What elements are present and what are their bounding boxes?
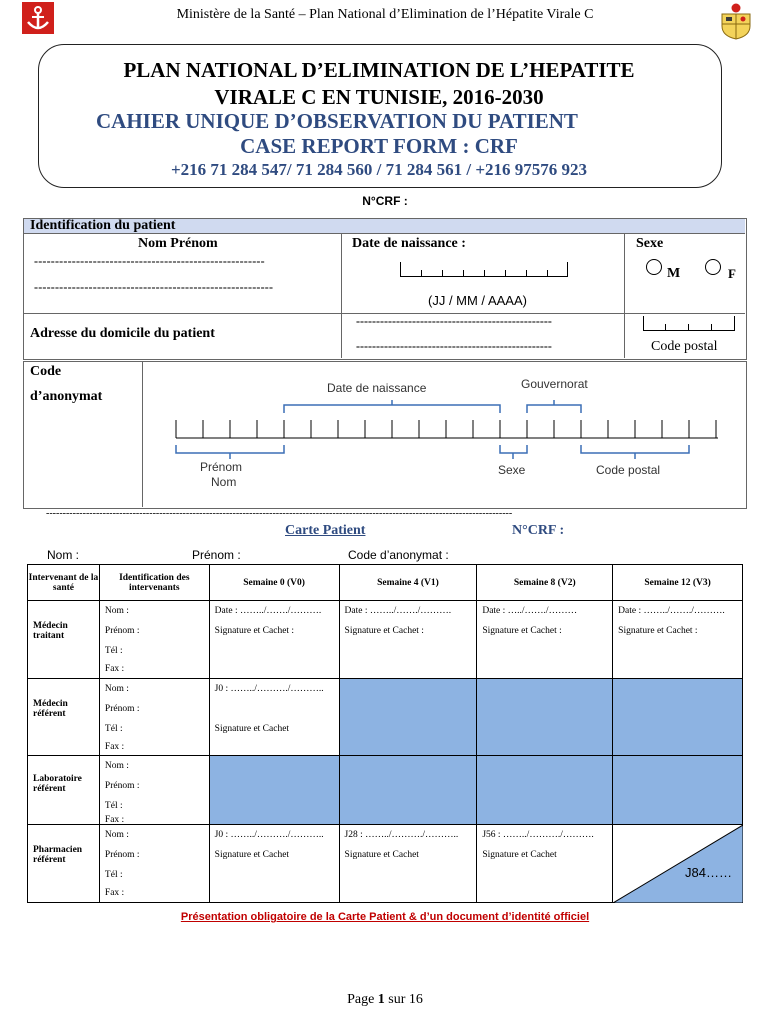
id-fax: Fax : <box>104 815 125 825</box>
anonymat-nom: Nom <box>211 475 237 489</box>
sexe-label: Sexe <box>636 236 664 251</box>
title-line-3: CAHIER UNIQUE D’OBSERVATION DU PATIENT <box>96 109 578 133</box>
code-postal-label: Code postal <box>651 339 718 354</box>
v1-signature: Signature et Cachet : <box>344 626 424 636</box>
shaded-cell <box>477 679 613 756</box>
v2-signature: Signature et Cachet : <box>482 626 562 636</box>
col-header-semaine-4: Semaine 4 (V1) <box>339 565 477 601</box>
identification-header: Identification du patient <box>30 218 176 233</box>
table-row-pharmacien <box>28 825 743 903</box>
anonymat-divider <box>142 362 143 507</box>
table-row-medecin-traitant <box>28 601 743 679</box>
nom-prenom-label: Nom Prénom <box>138 236 218 251</box>
v2-date: Date : …../……./……… <box>482 606 578 616</box>
id-fax: Fax : <box>104 664 125 674</box>
v0-j0: J0 : ……../………./……….. <box>214 684 324 694</box>
title-line-1: PLAN NATIONAL D’ELIMINATION DE L’HEPATITE <box>123 58 635 82</box>
nom-prenom-line-2: --------------------------------------------------------- <box>34 280 274 294</box>
v1-signature: Signature et Cachet <box>344 850 419 860</box>
row-label-laboratoire: Laboratoire référent <box>33 774 82 794</box>
v1-j28: J28 : ……../………./……….. <box>344 830 459 840</box>
col-header-identification: Identification des intervenants <box>99 565 209 601</box>
id-nom: Nom : <box>104 606 129 616</box>
id-nom: Nom : <box>104 761 129 771</box>
v0-j0: J0 : ……../………./……….. <box>214 830 324 840</box>
col-header-semaine-12: Semaine 12 (V3) <box>613 565 743 601</box>
table-row-medecin-referent <box>28 679 743 756</box>
shaded-cell <box>209 756 339 825</box>
date-naissance-boxes[interactable] <box>400 262 568 277</box>
nom-prenom-line-1: ------------------------------------------------------- <box>34 254 265 268</box>
v3-signature: Signature et Cachet : <box>618 626 698 636</box>
id-prenom: Prénom : <box>104 781 140 791</box>
col-header-semaine-8: Semaine 8 (V2) <box>477 565 613 601</box>
id-nom: Nom : <box>104 830 129 840</box>
anonymat-gouvernorat: Gouvernorat <box>521 377 588 391</box>
col-header-intervenant: Intervenant de la santé <box>28 565 100 601</box>
id-nom: Nom : <box>104 684 129 694</box>
anonymat-label-1: Code <box>30 364 62 379</box>
title-line-2: VIRALE C EN TUNISIE, 2016-2030 <box>214 85 544 109</box>
shaded-cell <box>477 756 613 825</box>
carte-code-anonymat: Code d’anonymat : <box>348 548 449 562</box>
id-tel: Tél : <box>104 870 123 880</box>
adresse-line-1: ------------------------------------------------- <box>356 314 552 328</box>
v0-signature: Signature et Cachet <box>214 724 290 734</box>
row-label-medecin-traitant: Médecin traitant <box>33 621 68 641</box>
page-footer <box>0 992 770 1008</box>
carte-crf-label: N°CRF : <box>512 523 565 538</box>
anonymat-sexe: Sexe <box>498 463 526 477</box>
v0-date: Date : ……../……./………. <box>214 606 322 616</box>
adresse-label: Adresse du domicile du patient <box>30 326 215 341</box>
id-tel: Tél : <box>104 646 123 656</box>
anonymat-date-naissance: Date de naissance <box>327 381 427 395</box>
title-phones: +216 71 284 547/ 71 284 560 / 71 284 561 / +216 97576 923 <box>170 160 588 179</box>
carte-patient-table <box>27 564 743 903</box>
carte-patient-title: Carte Patient <box>285 523 366 538</box>
anonymat-prenom: Prénom <box>200 460 243 474</box>
sexe-m-label: M <box>667 266 681 281</box>
coat-of-arms-logo <box>718 2 754 40</box>
carte-prenom: Prénom : <box>192 548 241 562</box>
sexe-f-radio[interactable] <box>705 259 721 275</box>
page-suffix: sur 16 <box>388 992 423 1007</box>
code-postal-boxes[interactable] <box>643 316 735 331</box>
row-label-pharmacien: Pharmacien référent <box>33 845 83 865</box>
v2-j56: J56 : ……../………./………. <box>482 830 594 840</box>
anchor-logo <box>22 2 54 34</box>
anonymat-label-2: d’anonymat <box>30 389 103 404</box>
crf-number-label: N°CRF : <box>362 194 408 208</box>
row-label-medecin-referent: Médecin référent <box>33 699 68 719</box>
shaded-cell <box>613 679 743 756</box>
shaded-cell <box>339 756 477 825</box>
table-row-laboratoire <box>28 756 743 825</box>
divider-v-1 <box>341 234 342 358</box>
cut-line: -------------------------------------------------------------------------------------------------------------------------------------------- <box>46 508 513 519</box>
date-format: (JJ / MM / AAAA) <box>428 293 527 308</box>
carte-nom: Nom : <box>47 548 80 562</box>
table-header-row <box>28 565 743 601</box>
divider-v-2 <box>624 234 625 358</box>
page-prefix: Page <box>347 992 375 1007</box>
v0-signature: Signature et Cachet : <box>214 626 295 636</box>
page-number: 1 <box>377 992 385 1007</box>
shaded-cell <box>613 756 743 825</box>
id-prenom: Prénom : <box>104 626 140 636</box>
v3-date: Date : ……../……./………. <box>618 606 725 616</box>
col-header-semaine-0: Semaine 0 (V0) <box>209 565 339 601</box>
id-tel: Tél : <box>104 801 123 811</box>
id-fax: Fax : <box>104 742 125 752</box>
id-prenom: Prénom : <box>104 704 140 714</box>
id-fax: Fax : <box>104 888 125 898</box>
id-prenom: Prénom : <box>104 850 140 860</box>
id-tel: Tél : <box>104 724 123 734</box>
j84-cell[interactable] <box>613 825 743 903</box>
sexe-f-label: F <box>728 266 736 281</box>
carte-footnote: Présentation obligatoire de la Carte Patient & d’un document d’identité officiel <box>180 911 590 923</box>
anonymat-diagram <box>170 375 730 495</box>
adresse-line-2: ------------------------------------------------- <box>356 339 552 353</box>
anonymat-code-postal: Code postal <box>596 463 661 477</box>
j84-triangle <box>613 825 743 903</box>
v1-date: Date : ……../……./………. <box>344 606 452 616</box>
title-line-4: CASE REPORT FORM : CRF <box>240 134 518 158</box>
v0-signature: Signature et Cachet <box>214 850 290 860</box>
date-naissance-label: Date de naissance : <box>352 236 466 251</box>
j84-label: J84…… <box>685 865 732 880</box>
sexe-m-radio[interactable] <box>646 259 662 275</box>
running-title: Ministère de la Santé – Plan National d’Elimination de l’Hépatite Virale C <box>176 7 594 22</box>
v2-signature: Signature et Cachet <box>482 850 557 860</box>
shaded-cell <box>339 679 477 756</box>
